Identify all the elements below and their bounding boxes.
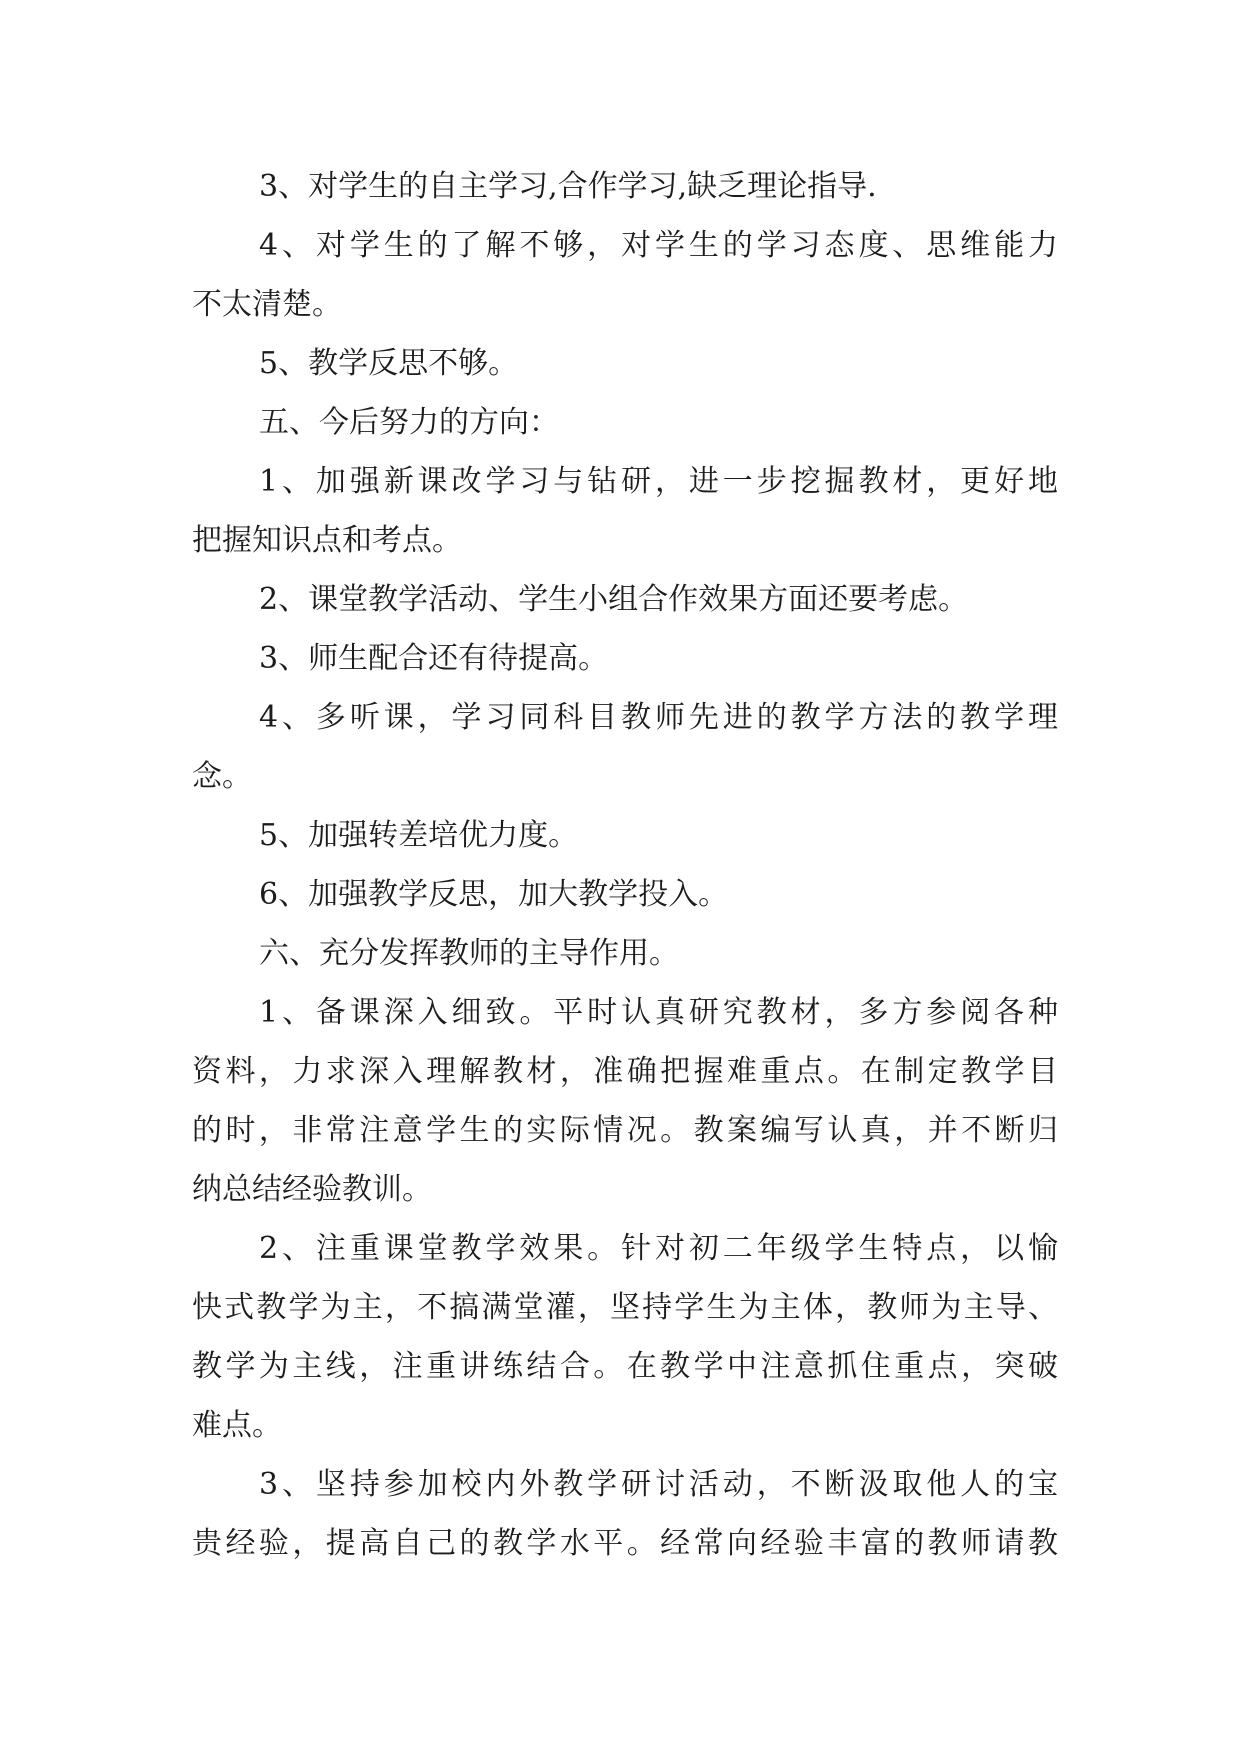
paragraph-item-3 [192, 157, 1058, 216]
text-line: 5、加强转差培优力度。 [259, 818, 579, 853]
text-line: 3、师生配合还有待提高。 [259, 641, 609, 676]
paragraph-item-1 [192, 452, 1058, 570]
paragraph-item-3 [192, 629, 1058, 688]
section-heading-five [192, 393, 1058, 452]
text-line: 1、备课深入细致。平时认真研究教材，多方参阅各种 [259, 995, 1058, 1030]
text-line: 4、多听课，学习同科目教师先进的教学方法的教学理 [259, 700, 1058, 735]
text-line: 把握知识点和考点。 [192, 523, 462, 558]
text-line: 贵经验，提高自己的教学水平。经常向经验丰富的教师请教 [192, 1526, 1058, 1561]
text-line: 资料，力求深入理解教材，准确把握难重点。在制定教学目 [192, 1054, 1058, 1089]
paragraph-item-5 [192, 806, 1058, 865]
text-line: 教学为主线，注重讲练结合。在教学中注意抓住重点，突破 [192, 1349, 1058, 1384]
text-line: 2、课堂教学活动、学生小组合作效果方面还要考虑。 [259, 582, 969, 617]
document-body [192, 157, 1058, 1573]
section-heading-six [192, 924, 1058, 983]
paragraph-item-6 [192, 865, 1058, 924]
text-line: 1、加强新课改学习与钻研，进一步挖掘教材，更好地 [259, 464, 1058, 499]
paragraph-item-2 [192, 1219, 1058, 1455]
text-line: 4、对学生的了解不够，对学生的学习态度、思维能力 [259, 228, 1058, 263]
paragraph-item-5 [192, 334, 1058, 393]
paragraph-item-3 [192, 1455, 1058, 1573]
text-line: 5、教学反思不够。 [259, 346, 519, 381]
text-line: 纳总结经验教训。 [192, 1172, 432, 1207]
paragraph-item-4 [192, 216, 1058, 334]
text-line: 六、充分发挥教师的主导作用。 [259, 936, 679, 971]
text-line: 快式教学为主，不搞满堂灌，坚持学生为主体，教师为主导、 [192, 1290, 1058, 1325]
text-line: 6、加强教学反思，加大教学投入。 [259, 877, 729, 912]
text-line: 的时，非常注意学生的实际情况。教案编写认真，并不断归 [192, 1113, 1058, 1148]
paragraph-item-2 [192, 570, 1058, 629]
paragraph-item-1 [192, 983, 1058, 1219]
text-line: 念。 [192, 759, 252, 794]
text-line: 3、对学生的自主学习,合作学习,缺乏理论指导. [259, 169, 877, 204]
text-line: 2、注重课堂教学效果。针对初二年级学生特点，以愉 [259, 1231, 1058, 1266]
text-line: 难点。 [192, 1408, 282, 1443]
text-line: 3、坚持参加校内外教学研讨活动，不断汲取他人的宝 [259, 1467, 1058, 1502]
paragraph-item-4 [192, 688, 1058, 806]
text-line: 五、今后努力的方向： [259, 405, 559, 440]
text-line: 不太清楚。 [192, 287, 342, 322]
